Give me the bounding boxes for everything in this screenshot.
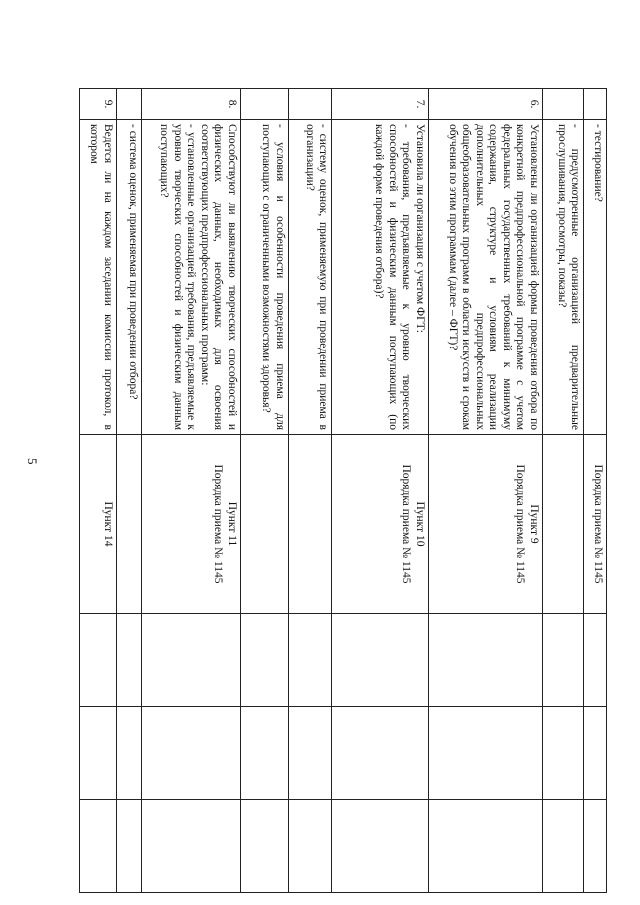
question-text: - требования, предъявляемые к уровню творческих способностей и физическим данным поступающих (по каждой форме проведения отбора)?: [373, 124, 413, 430]
document-reference-text: Порядка приема № 1145: [514, 464, 527, 584]
question-cell: [428, 120, 542, 435]
document-reference-text: Порядка приема № 1145: [592, 464, 604, 584]
question-cell: [141, 120, 240, 435]
answer-cell[interactable]: [288, 707, 332, 800]
document-reference-cell: [116, 435, 141, 614]
row-number: [240, 89, 288, 120]
page-number: 5: [25, 458, 40, 465]
document-reference-cell: [584, 435, 607, 614]
question-text: - систему оценок, применяемую при проведении приема в организации?: [303, 124, 330, 430]
answer-cell[interactable]: [240, 800, 288, 893]
row-number: 7.: [332, 89, 428, 120]
table-row: [428, 89, 542, 893]
document-reference-text: Пункт 10: [413, 501, 426, 547]
answer-cell[interactable]: [141, 707, 240, 800]
document-reference-cell: [80, 435, 117, 614]
answer-cell[interactable]: [542, 800, 583, 893]
document-reference-text: Пункт 11: [225, 501, 238, 547]
question-cell: [542, 120, 583, 435]
answer-cell[interactable]: [240, 614, 288, 707]
question-text: - условия и особенности проведения приема для поступающих с ограниченными возможностями здоровья?: [260, 124, 286, 430]
document-reference-text: Пункт 14: [101, 501, 114, 547]
question-cell: [116, 120, 141, 435]
answer-cell[interactable]: [428, 614, 542, 707]
answer-cell[interactable]: [332, 800, 428, 893]
answer-cell[interactable]: [240, 707, 288, 800]
document-reference-cell: [428, 435, 542, 614]
answer-cell[interactable]: [80, 707, 117, 800]
question-text: - предусмотренные организацией предварительные прослушивания, просмотры, показы?: [555, 124, 582, 430]
row-number: 9.: [80, 89, 117, 120]
question-text: - тестирование?: [592, 124, 604, 202]
answer-cell[interactable]: [288, 614, 332, 707]
answer-cell[interactable]: [288, 800, 332, 893]
answer-cell[interactable]: [542, 614, 583, 707]
answer-cell[interactable]: [542, 707, 583, 800]
table-row: [240, 89, 288, 893]
row-number: [584, 89, 607, 120]
row-number: 6.: [428, 89, 542, 120]
table-row: [332, 89, 428, 893]
answer-cell[interactable]: [116, 800, 141, 893]
document-reference-text: Порядка приема № 1145: [400, 464, 413, 584]
question-text: - установленные организацией требования, предъявляемые к уровню творческих способностей и физическим данным поступающих?: [158, 124, 198, 430]
row-number: [542, 89, 583, 120]
question-text: Способствуют ли выявлению творческих способностей и физических данных, необходимых для освоения соответствующих предпрофессиональных программ:: [198, 124, 238, 430]
question-text: Установлены ли организацией формы проведения отбора по конкретной предпрофессиональной программе с учетом федеральных государственных требований к минимуму содержания, структуре и условиям реализации дополнительных предпрофессиональных общеобразовательных программ в области искусств и срокам обучения по этим программам (далее – ФГТ)?: [446, 124, 540, 430]
question-cell: [80, 120, 117, 435]
answer-cell[interactable]: [80, 614, 117, 707]
question-text: - система оценок, применяемая при проведении отбора?: [126, 124, 139, 400]
table-row: [288, 89, 332, 893]
row-number: [288, 89, 332, 120]
answer-cell[interactable]: [428, 800, 542, 893]
answer-cell[interactable]: [116, 707, 141, 800]
document-reference-cell: [288, 435, 332, 614]
document-reference-cell: [141, 435, 240, 614]
answer-cell[interactable]: [584, 707, 607, 800]
question-cell: [332, 120, 428, 435]
document-reference-cell: [332, 435, 428, 614]
answer-cell[interactable]: [428, 707, 542, 800]
rotated-content: [79, 88, 607, 888]
row-number: 8.: [141, 89, 240, 120]
table-row: [584, 89, 607, 893]
question-text: Установила ли организация с учетом ФГТ:: [413, 124, 426, 333]
answer-cell[interactable]: [116, 614, 141, 707]
checklist-table: [79, 88, 607, 893]
question-cell: [240, 120, 288, 435]
table-row: [542, 89, 583, 893]
table-row: [80, 89, 117, 893]
question-cell: [288, 120, 332, 435]
document-reference-cell: [542, 435, 583, 614]
answer-cell[interactable]: [584, 614, 607, 707]
question-cell: [584, 120, 607, 435]
document-reference-cell: [240, 435, 288, 614]
table-row: [116, 89, 141, 893]
document-reference-text: Пункт 9: [527, 504, 540, 544]
answer-cell[interactable]: [332, 707, 428, 800]
answer-cell[interactable]: [332, 614, 428, 707]
answer-cell[interactable]: [80, 800, 117, 893]
question-text: Ведется ли на каждом заседании комиссии протокол, в котором: [88, 124, 114, 430]
answer-cell[interactable]: [141, 614, 240, 707]
table-row: [141, 89, 240, 893]
answer-cell[interactable]: [584, 800, 607, 893]
answer-cell[interactable]: [141, 800, 240, 893]
document-reference-text: Порядка приема № 1145: [212, 464, 225, 584]
row-number: [116, 89, 141, 120]
